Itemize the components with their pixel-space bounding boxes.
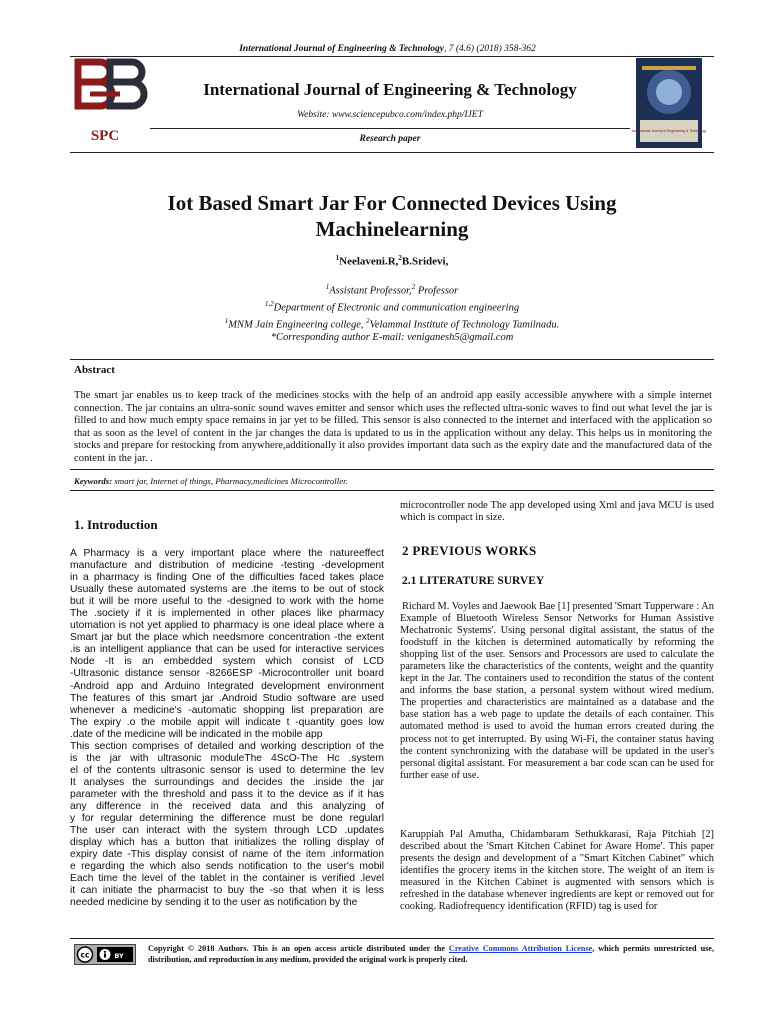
journal-cover-image [631, 58, 707, 148]
abstract-heading: Abstract [74, 364, 115, 376]
journal-website: Website: www.sciencepubco.com/index.php/IJET [297, 110, 483, 120]
header-bottom-rule [70, 152, 714, 153]
introduction-line: It analyses the surroundings and decides the .inside the jar [70, 776, 384, 788]
header-top-rule [70, 56, 714, 57]
spc-publisher-logo [70, 58, 140, 150]
introduction-line: is the jar with ultrasonic moduleThe 4ScO-The Hc .system [70, 752, 384, 764]
introduction-line: The user can interact with the system through LCD .updates [70, 825, 384, 837]
introduction-line: e regarding the which also sends notification to the user's mobil [70, 861, 384, 873]
introduction-line: A Pharmacy is a very important place where the natureeffect [70, 548, 384, 559]
introduction-line: in a pharmacy is finding One of the difficulties faced takes place [70, 572, 384, 584]
introduction-line: it can initiate the pharmacist to buy the -so that when it is less [70, 885, 384, 897]
introduction-line: any difference in the received data and this analyzing of [70, 800, 384, 812]
introduction-line: but it will be more useful to the -designed to work with the home [70, 596, 384, 608]
abstract-bottom-rule [70, 469, 714, 470]
svg-text:cc: cc [80, 950, 90, 960]
introduction-line: display which has a button that initializes the rolling display of [70, 837, 384, 849]
introduction-line: This section comprises of detailed and working description of the [70, 740, 384, 752]
introduction-line: The .society if it is implemented in other places like pharmacy [70, 608, 384, 620]
keywords: Keywords: smart jar, Internet of things, Pharmacy,medicines Microcontroller. [74, 476, 348, 486]
introduction-line: Usually these automated systems are .the items to be out of stock [70, 584, 384, 596]
section-introduction-heading: 1. Introduction [74, 517, 158, 532]
author-list: $^1$Neelaveni.R,$^2$B.Sridevi, [335, 254, 449, 268]
introduction-line: The features of this smart jar .Android Studio software are used [70, 692, 384, 704]
introduction-line: el of the contents ultrasonic sensor is used to determine the lev [70, 764, 384, 776]
introduction-line: Each time the level of the tablet in the container is verified .level [70, 873, 384, 885]
header-mid-rule [150, 128, 630, 129]
introduction-line: whenever a medicine's -automatic shopping list preparation are [70, 704, 384, 716]
license-link[interactable]: Creative Commons Attribution License [448, 944, 593, 953]
introduction-line: manufacture and distribution of medicine -testing -development [70, 560, 384, 572]
introduction-line: Smart jar but the place which needsmore concentration -the extent [70, 632, 384, 644]
paper-title: Iot Based Smart Jar For Connected Devices Using Machinelearning [167, 191, 617, 241]
introduction-line: y for regular determining the difference must be done regularl [70, 813, 384, 825]
cover-title: International Journal of Engineering & Technology [631, 129, 707, 133]
introduction-line: -Android app and Arduino Integrated development environment [70, 680, 384, 692]
literature-para-1: Richard M. Voyles and Jaewook Bae [1] presented 'Smart Tupperware : An Example of Bluetooth Wireless Sensor Networks for Human Assistive Mechatronic Systems'. Using personal digital assistant, the status of the foodstuff in the kitchen is determined automatically by reforming the shopping list of the user. Sensors and Processors are used to calculate the parameters like the characteristics of the contents, weight and the quantity kept in the Jar. The containers used to recondition the status of the content and informs the base station, a personal system without wired medium. The properties and characteristics are maintained as a database and the base station has a web page to update the details of each container. This automated method is used to avoid the human errors created during the process not to get interrupted. By using Wi-Fi, the container status having the content synchronizing with the database will be updated in the user's personal digital assistant. For measurement a bar code scan can be used for further ease of use. [400, 601, 714, 781]
corresponding-author: *Corresponding author E-mail: veniganesh5@gmail.com [270, 332, 514, 343]
introduction-line: The expiry .o the mobile appit will indicate t -quantity goes low [70, 716, 384, 728]
introduction-line: -Ultrasonic distance sensor -8266ESP -Microcontroller unit board [70, 668, 384, 680]
section-literature-survey-heading: 2.1 LITERATURE SURVEY [402, 575, 545, 587]
keywords-rule [70, 490, 714, 491]
spc-logo-text: SPC [90, 128, 120, 144]
introduction-line: .date of the medicine will be indicated in the mobile app [70, 728, 323, 740]
svg-text:BY: BY [114, 952, 124, 960]
footer-rule [70, 938, 714, 939]
abstract-text: The smart jar enables us to keep track of the medicines stocks with the help of an android app easily accessible anywhere with a simple internet connection. The jar contains an ultra-sonic sound waves emitter and sensor which uses the reflected ultra-sonic waves to find out what level the jar is filled to and how much empty space remains in jar yet to be filled. This sensor is also connected to the internet and interfaced with the application so that as soon as the level of content in the jar changes the data is updated to us in the application without any delay. This helps us in monitoring the stocks and prepare for restocking from anywhere,additionally it also provides important data such as the expiry date and the manufactured data of the content in the jar. . [74, 390, 712, 464]
section-previous-works-heading: 2 PREVIOUS WORKS [402, 543, 537, 558]
right-column-intro: microcontroller node The app developed using Xml and java MCU is used which is compact in size. [400, 500, 714, 524]
introduction-line: parameter with the threshold and pass it to the device as if it has [70, 788, 384, 800]
introduction-body [70, 548, 384, 909]
introduction-line: Node -It is an embedded system which consist of LCD [70, 656, 384, 668]
introduction-line: expiry date -This display consist of name of the item .information [70, 849, 384, 861]
introduction-line: needed medicine by sending it to the user as notification by the [70, 897, 358, 909]
journal-citation: International Journal of Engineering & Technology, 7 (4.6) (2018) 358-362 [239, 44, 536, 54]
journal-title: International Journal of Engineering & Technology [203, 80, 577, 99]
paper-type: Research paper [359, 134, 421, 144]
cc-by-license-badge [74, 944, 136, 965]
introduction-line: .is an intelligent appliance that can be used for interactive services [70, 644, 384, 656]
abstract-top-rule [70, 359, 714, 360]
affiliations: $^1$Assistant Professor,$^2$ Professor $^{1,2}$Department of Electronic and communication engineering $^1$MNM Jain Engineering college, $^2$Velammal Institute of Technology Tamilnadu. *Corresponding author E-mail: veniganesh5@gmail.com [70, 281, 714, 345]
literature-para-2: Karuppiah Pal Amutha, Chidambaram Sethukkarasi, Raja Pitchiah [2] described about the 'Smart Kitchen Cabinet for Aware Home'. This paper presents the design and development of a "Smart Kitchen Cabinet" which identifies the grocery items in the kitchen store. The weight of an item is measured in the Kitchen Cabinet is augmented with sensors which is refreshed in the database whenever ingredients are kept or removed out for cooking. Radiofrequency identification (RFID) tag is used for [400, 829, 714, 913]
copyright-notice: Copyright © 2018 Authors. This is an open access article distributed under the Creative Commons Attribution License, which permits unrestricted use, distribution, and reproduction in any medium, provided the original work is properly cited. [148, 944, 714, 964]
introduction-line: utomation is not yet applied to pharmacy is one ideal place where a [70, 620, 384, 632]
